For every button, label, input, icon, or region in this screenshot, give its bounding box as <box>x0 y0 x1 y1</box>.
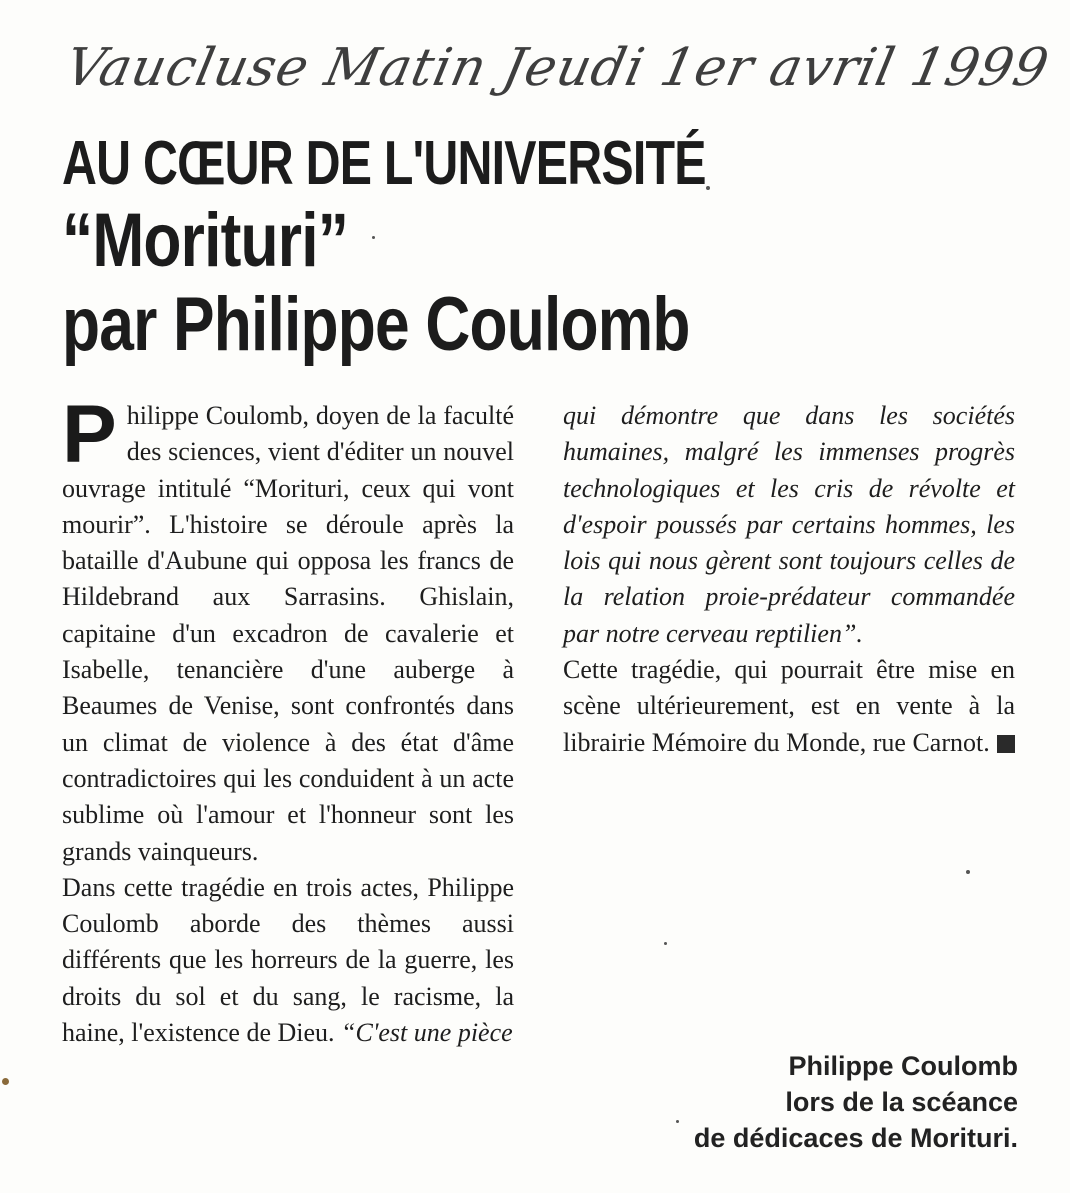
print-speck <box>664 942 667 945</box>
article-subtitle: par Philippe Coulomb <box>62 282 690 367</box>
quote-continuation: qui démontre que dans les sociétés humaines, malgré les immenses progrès technologiques et les cris de révolte et d'espoir poussés par certains hommes, les lois qui nous gèrent sont toujours celles de la relation proie-prédateur commandée par notre cerveau reptilien”. <box>563 401 1015 648</box>
caption-line-3: de dédicaces de Morituri. <box>693 1123 1018 1153</box>
paragraph-sale <box>563 652 1015 761</box>
quote-start: “C'est une pièce <box>341 1018 513 1048</box>
paragraph-intro: hilippe Coulomb, doyen de la faculté des sciences, vient d'éditer un nouvel ouvrage intitulé “Morituri, ceux qui vont mourir”. L'histoire se déroule après la bataille d'Aubune qui opposa les francs de Hildebrand aux Sarrasins. Ghislain, capitaine d'un excadron de cavalerie et Isabelle, tenancière d'une auberge à Beaumes de Venise, sont confrontés dans un climat de violence à des état d'âme contradictoires qui les conduident à un acte sublime où l'amour et l'honneur sont les grands vainqueurs. <box>62 401 514 866</box>
end-of-article-mark <box>997 735 1015 753</box>
caption-line-2: lors de la scéance <box>785 1087 1018 1117</box>
handwritten-date-note: Vaucluse Matin Jeudi 1er avril 1999 <box>60 38 1055 98</box>
print-speck <box>706 186 710 190</box>
paragraph-themes-text: Dans cette tragédie en trois actes, Philippe Coulomb aborde des thèmes aussi différents que les horreurs de la guerre, les droits du sol et du sang, le racisme, la haine, l'existence de Dieu. <box>62 872 514 1048</box>
print-speck <box>966 870 970 874</box>
paragraph-sale-text: Cette tragédie, qui pourrait être mise en scène ultérieurement, est en vente à la librairie Mémoire du Monde, rue Carnot. <box>563 655 1015 757</box>
article-kicker: AU CŒUR DE L'UNIVERSITÉ <box>62 129 706 198</box>
article-column-right <box>563 398 1015 761</box>
article-title: “Morituri” <box>62 198 349 283</box>
print-speck <box>2 1078 9 1085</box>
print-speck <box>372 236 375 239</box>
print-speck <box>676 1120 679 1123</box>
drop-cap: P <box>62 389 117 480</box>
paragraph-themes <box>62 870 514 1051</box>
caption-line-1: Philippe Coulomb <box>788 1051 1018 1081</box>
photo-caption <box>618 1048 1018 1156</box>
article-column-left <box>62 389 514 1051</box>
